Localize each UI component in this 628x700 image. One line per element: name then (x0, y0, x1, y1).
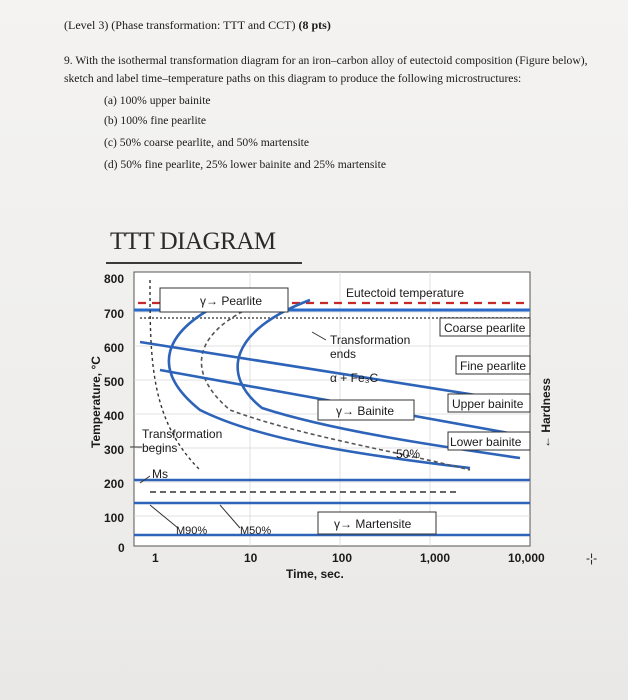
item-d: (d) 50% fine pearlite, 25% lower bainite and 25% martensite (104, 158, 387, 171)
question-points: (8 pts) (298, 18, 331, 32)
pearlite-label: γ→ Pearlite (200, 294, 263, 308)
x-axis-label: Time, sec. (286, 567, 344, 581)
y-tick: 500 (104, 375, 125, 389)
fine-pearlite-label: Fine pearlite (460, 359, 527, 373)
item-c: (c) 50% coarse pearlite, and 50% martensite (104, 136, 310, 149)
x-tick: 1 (152, 551, 159, 565)
item-a: (a) 100% upper bainite (104, 94, 211, 107)
pct50-label: 50% (396, 447, 421, 461)
y-tick: 200 (104, 477, 125, 491)
m90-label: M90% (176, 525, 208, 537)
y-tick: 300 (104, 443, 125, 457)
x-ticks (152, 551, 545, 565)
y-axis-label: Temperature, °C (89, 356, 103, 448)
bainite-label: γ→ Bainite (336, 404, 395, 418)
coarse-pearlite-label: Coarse pearlite (444, 321, 526, 335)
side-mark: -¦- (586, 551, 598, 565)
y-tick: 0 (118, 541, 125, 555)
question-header-text: (Level 3) (Phase transformation: TTT and CCT) (64, 18, 296, 32)
y-tick: 100 (104, 511, 125, 525)
y-tick: 800 (104, 272, 125, 286)
item-b: (b) 100% fine pearlite (104, 114, 207, 127)
x-tick: 10,000 (508, 551, 545, 565)
transformation-begins-label-2: begins (142, 441, 178, 455)
transformation-ends-label-1: Transformation (330, 333, 411, 347)
martensite-label: γ→ Martensite (334, 517, 412, 531)
phase-mix-label: α + Fe₃C (330, 371, 379, 385)
y-tick: 600 (104, 341, 125, 355)
y-tick: 400 (104, 409, 125, 423)
y-ticks (104, 272, 125, 555)
m50-label: M50% (240, 525, 272, 537)
x-tick: 1,000 (420, 551, 451, 565)
eutectoid-label: Eutectoid temperature (346, 286, 465, 300)
transformation-ends-label-2: ends (330, 347, 357, 361)
hardness-label: ← Hardness (539, 377, 553, 448)
figure-title: TTT DIAGRAM (110, 228, 276, 255)
upper-bainite-label: Upper bainite (452, 397, 524, 411)
y-tick: 700 (104, 307, 125, 321)
ms-label: Ms (152, 467, 168, 481)
transformation-begins-label-1: Transformation (142, 427, 223, 441)
lower-bainite-label: Lower bainite (450, 435, 522, 449)
x-tick: 100 (332, 551, 353, 565)
question-prompt: 9. With the isothermal transformation diagram for an iron–carbon alloy of eutectoid composition (Figure below), sketch and label time–temperature paths on this diagram to produce the following microstructures: (64, 54, 588, 85)
x-tick: 10 (244, 551, 258, 565)
